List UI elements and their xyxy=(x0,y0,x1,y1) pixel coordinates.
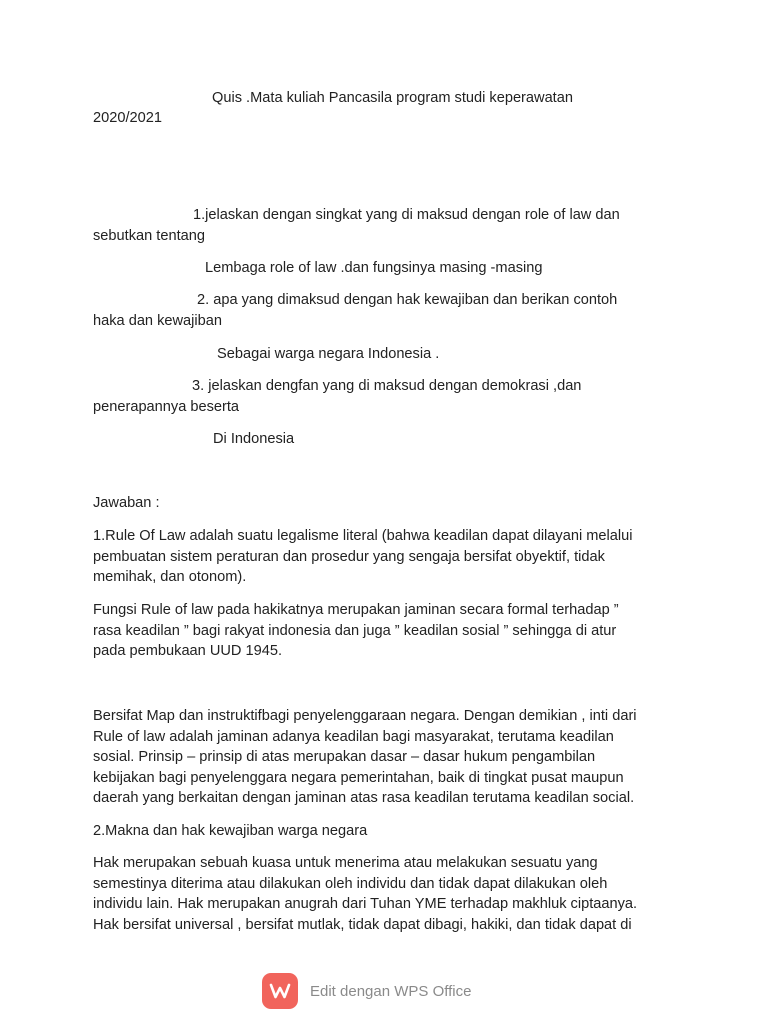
wps-office-logo-icon xyxy=(262,973,298,1009)
answer-paragraph-3: Bersifat Map dan instruktifbagi penyelenggaraan negara. Dengan demikian , inti dari Rule of law adalah jaminan adanya keadilan bagi masyarakat, terutama keadilan sosial. Prinsip – prinsip di atas merupakan dasar – dasar hukum pengambilan kebijakan bagi penyelenggara negara pemerintahan, baik di tingkat pusat maupun daerah yang berkaitan dengan jaminan atas rasa keadilan terutama keadilan social. xyxy=(93,708,637,807)
answer-paragraph-4: 2.Makna dan hak kewajiban warga negara xyxy=(93,823,368,839)
question-3-detail: Di Indonesia xyxy=(213,431,295,447)
answer-heading: Jawaban : xyxy=(93,495,160,511)
question-1-cont: sebutkan tentang xyxy=(93,228,205,244)
question-1-detail: Lembaga role of law .dan fungsinya masing -masing xyxy=(205,260,543,276)
doc-title-year: 2020/2021 xyxy=(93,110,162,126)
edit-with-wps-button[interactable] xyxy=(262,972,471,1010)
edit-with-wps-label: Edit dengan WPS Office xyxy=(310,982,472,1000)
doc-title: Quis .Mata kuliah Pancasila program studi keperawatan xyxy=(212,90,573,106)
question-2-detail: Sebagai warga negara Indonesia . xyxy=(217,346,440,362)
question-1: 1.jelaskan dengan singkat yang di maksud dengan role of law dan xyxy=(193,207,620,223)
question-2: 2. apa yang dimaksud dengan hak kewajiban dan berikan contoh xyxy=(197,292,618,308)
question-3-cont: penerapannya beserta xyxy=(93,399,240,415)
answer-paragraph-5: Hak merupakan sebuah kuasa untuk menerima atau melakukan sesuatu yang semestinya diterima atau dilakukan oleh individu dan tidak dapat dilakukan oleh individu lain. Hak merupakan anugrah dari Tuhan YME terhadap makhluk ciptaanya. Hak bersifat universal , bersifat mutlak, tidak dapat dibagi, hakiki, dan tidak dapat di xyxy=(93,855,638,933)
question-2-cont: haka dan kewajiban xyxy=(93,313,223,329)
answer-paragraph-2: Fungsi Rule of law pada hakikatnya merupakan jaminan secara formal terhadap ” rasa keadilan ” bagi rakyat indonesia dan juga ” keadilan sosial ” sehingga di atur pada pembukaan UUD 1945. xyxy=(93,602,619,660)
answer-paragraph-1: 1.Rule Of Law adalah suatu legalisme literal (bahwa keadilan dapat dilayani melalui pembuatan sistem peraturan dan prosedur yang sengaja bersifat obyektif, tidak memihak, dan otonom). xyxy=(93,528,633,586)
question-3: 3. jelaskan dengfan yang di maksud dengan demokrasi ,dan xyxy=(192,378,582,394)
